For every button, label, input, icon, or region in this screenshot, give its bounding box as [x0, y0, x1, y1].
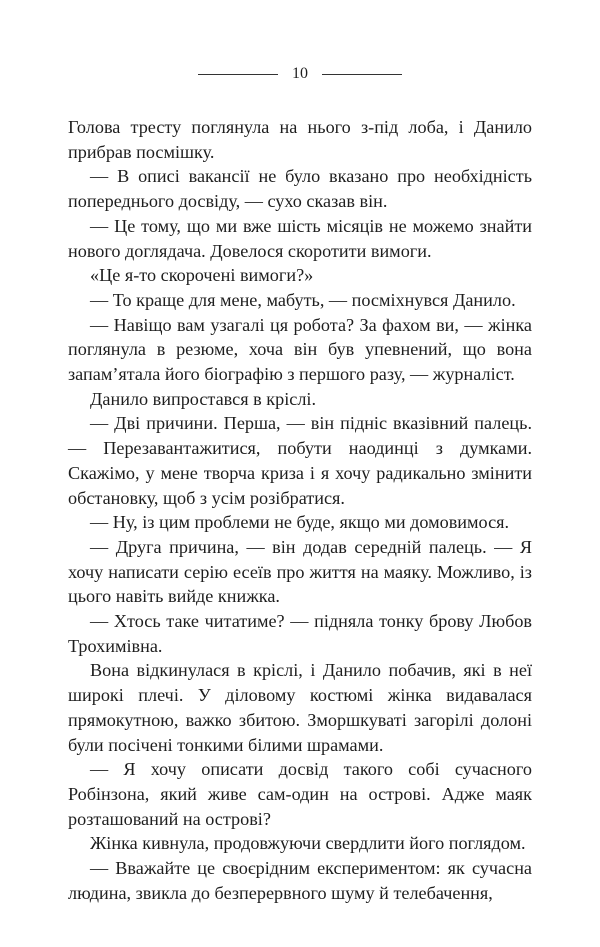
- paragraph: Жінка кивнула, продовжуючи свердлити його поглядом.: [90, 833, 526, 854]
- header-rule-left: [198, 74, 278, 75]
- page-number: 10: [292, 65, 308, 82]
- paragraph: — В описі вакансії не було вказано про необхідність попереднього досвіду, — сухо сказав він.: [68, 166, 532, 212]
- paragraph: Голова тресту поглянула на нього з-під лоба, і Данило прибрав посмішку.: [68, 117, 532, 162]
- paragraph: — Навіщо вам узагалі ця робота? За фахом ви, — жінка поглянула в резюме, хоча він був упевнений, що вона запам’ятала його біографію з першого разу, — журналіст.: [68, 314, 532, 385]
- paragraph: — Ну, із цим проблеми не буде, якщо ми домовимося.: [90, 512, 510, 533]
- paragraph: — Друга причина, — він додав середній палець. — Я хочу написати серію есеїв про життя на маяку. Можливо, із цього навіть вийде книжка.: [68, 536, 532, 607]
- page-header: [0, 64, 600, 84]
- paragraph: Данило випростався в кріслі.: [90, 388, 317, 409]
- text-body: [68, 115, 532, 906]
- paragraph: — Хтось таке читатиме? — підняла тонку брову Любов Трохимівна.: [68, 611, 532, 656]
- paragraph: Вона відкинулася в кріслі, і Данило побачив, які в неї широкі плечі. У діловому костюмі жінка видавалася прямокутною, важко збитою. Зморшкуваті загорілі долоні були посічені тонкими білими шрамами.: [68, 660, 532, 755]
- paragraph: — Дві причини. Перша, — він підніс вказівний палець. — Перезавантажитися, побути наодинці з думками. Скажімо, у мене творча криза і я хочу радикально змінити обстановку, щоб з усім розібратися.: [68, 413, 532, 508]
- paragraph: — Я хочу описати досвід такого собі сучасного Робінзона, який живе сам-один на острові. Адже маяк розташований на острові?: [68, 759, 532, 829]
- paragraph: «Це я-то скорочені вимоги?»: [90, 265, 314, 286]
- paragraph: — То краще для мене, мабуть, — посміхнувся Данило.: [90, 289, 516, 310]
- header-rule-right: [322, 74, 402, 75]
- paragraph: — Це тому, що ми вже шість місяців не можемо знайти нового доглядача. Довелося скоротити вимоги.: [68, 215, 532, 261]
- paragraph: — Вважайте це своєрідним експериментом: як сучасна людина, звикла до безперервного шуму й телебачення,: [68, 858, 532, 903]
